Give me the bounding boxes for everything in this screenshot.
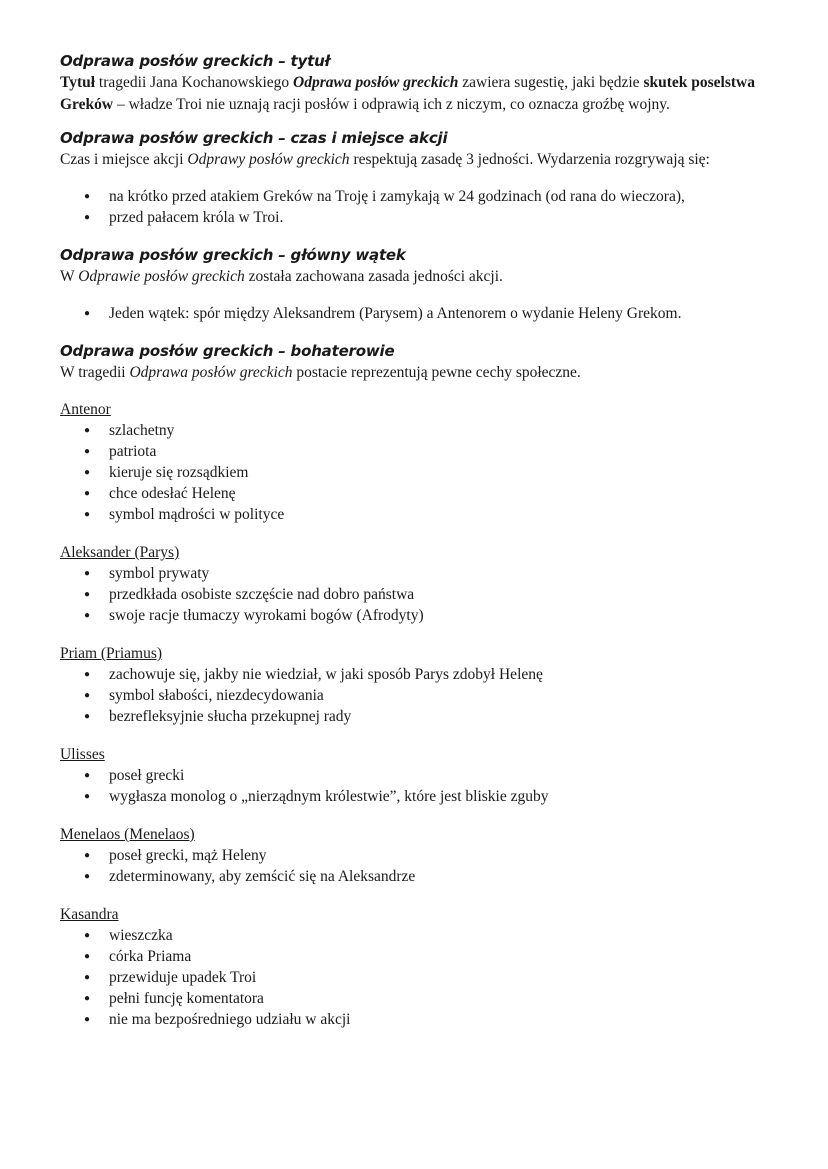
italic-text: Odprawy posłów greckich — [187, 151, 350, 168]
bold-text: skutek poselstwa Greków — [60, 74, 755, 113]
italic-text: Odprawa posłów greckich — [129, 364, 293, 381]
text: W — [60, 268, 79, 285]
bold-text: Tytuł — [60, 74, 96, 91]
list-item: ● poseł grecki, mąż Heleny — [60, 845, 780, 866]
plot-paragraph — [60, 266, 780, 288]
text: – władze Troi nie uznają racji posłów i odprawią ich z niczym, co oznacza groźbę wojny. — [113, 96, 670, 113]
list-item: ● symbol prywaty — [60, 563, 780, 584]
character-name: Kasandra — [60, 906, 119, 923]
character-ulisses — [60, 744, 780, 807]
character-traits — [60, 563, 780, 626]
character-priam — [60, 643, 780, 727]
list-item: ● symbol słabości, niezdecydowania — [60, 685, 780, 706]
list-item: ● zdeterminowany, aby zemścić się na Aleksandrze — [60, 866, 780, 887]
character-antenor — [60, 399, 780, 525]
character-traits — [60, 925, 780, 1030]
list-item: ● patriota — [60, 441, 780, 462]
character-kasandra — [60, 904, 780, 1030]
heading-title: Odprawa posłów greckich – tytuł — [60, 52, 330, 70]
heading-plot: Odprawa posłów greckich – główny wątek — [60, 246, 406, 264]
list-item: ● bezrefleksyjnie słucha przekupnej rady — [60, 706, 780, 727]
list-item: ● wieszczka — [60, 925, 780, 946]
list-item: ● wygłasza monolog o „nierządnym królestwie”, które jest bliskie zguby — [60, 786, 780, 807]
list-item: ● zachowuje się, jakby nie wiedział, w jaki sposób Parys zdobył Helenę — [60, 664, 780, 685]
italic-text: Odprawie posłów greckich — [78, 268, 245, 285]
character-name: Ulisses — [60, 746, 105, 763]
list-item: ● przedkłada osobiste szczęście nad dobro państwa — [60, 584, 780, 605]
character-traits — [60, 664, 780, 727]
list-item: ● poseł grecki — [60, 765, 780, 786]
list-item: ● nie ma bezpośredniego udziału w akcji — [60, 1009, 780, 1030]
character-menelaos — [60, 824, 780, 887]
text: respektują zasadę 3 jedności. Wydarzenia rozgrywają się: — [349, 151, 710, 168]
document-page — [60, 50, 780, 1030]
heroes-paragraph — [60, 362, 780, 384]
time-place-list — [60, 186, 780, 228]
character-aleksander — [60, 542, 780, 626]
time-place-paragraph — [60, 149, 780, 171]
plot-list — [60, 303, 780, 324]
list-item: ● córka Priama — [60, 946, 780, 967]
list-item: ● swoje racje tłumaczy wyrokami bogów (Afrodyty) — [60, 605, 780, 626]
list-item: ● przed pałacem króla w Troi. — [60, 207, 780, 228]
list-item: ● kieruje się rozsądkiem — [60, 462, 780, 483]
text: została zachowana zasada jedności akcji. — [244, 268, 503, 285]
list-item: ● przewiduje upadek Troi — [60, 967, 780, 988]
character-name: Menelaos (Menelaos) — [60, 826, 195, 843]
character-traits — [60, 420, 780, 525]
text: tragedii Jana Kochanowskiego — [95, 74, 294, 91]
heading-heroes: Odprawa posłów greckich – bohaterowie — [60, 342, 395, 360]
character-traits — [60, 765, 780, 807]
title-paragraph — [60, 72, 780, 116]
list-item: ● chce odesłać Helenę — [60, 483, 780, 504]
text: W tragedii — [60, 364, 130, 381]
list-item: ● Jeden wątek: spór między Aleksandrem (Parysem) a Antenorem o wydanie Heleny Grekom. — [60, 303, 780, 324]
list-item: ● symbol mądrości w polityce — [60, 504, 780, 525]
text: Czas i miejsce akcji — [60, 151, 188, 168]
list-item: ● na krótko przed atakiem Greków na Troję i zamykają w 24 godzinach (od rana do wieczora), — [60, 186, 780, 207]
list-item: ● szlachetny — [60, 420, 780, 441]
list-item: ● pełni funcję komentatora — [60, 988, 780, 1009]
character-name: Priam (Priamus) — [60, 645, 163, 662]
text: postacie reprezentują pewne cechy społeczne. — [292, 364, 581, 381]
bold-italic-text: Odprawa posłów greckich — [293, 74, 459, 91]
character-name: Aleksander (Parys) — [60, 544, 180, 561]
text: zawiera sugestię, jaki będzie — [458, 74, 644, 91]
character-traits — [60, 845, 780, 887]
character-name: Antenor — [60, 401, 111, 418]
heading-time-place: Odprawa posłów greckich – czas i miejsce akcji — [60, 129, 448, 147]
